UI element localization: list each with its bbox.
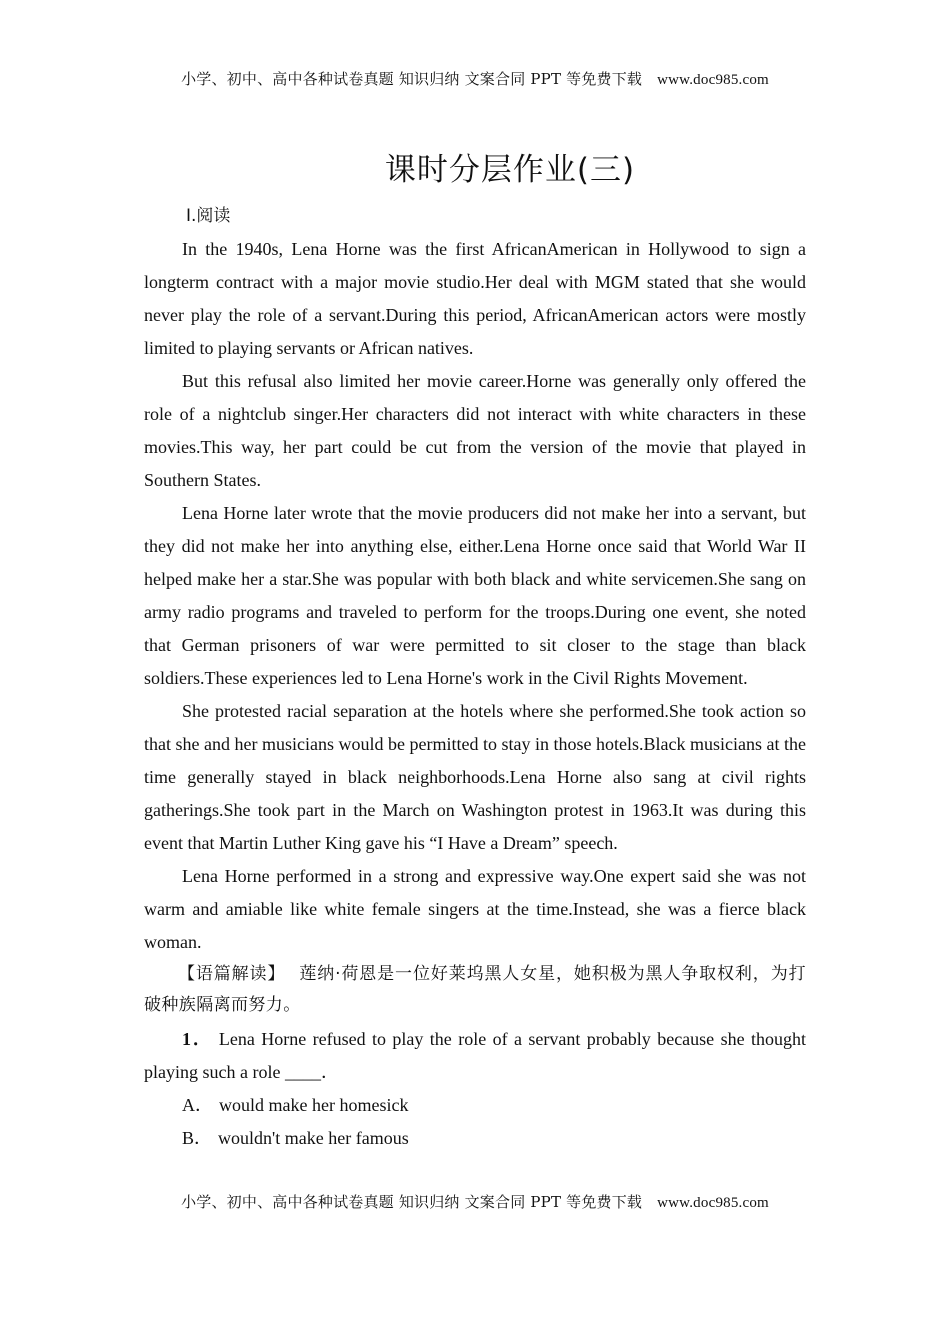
option-text: wouldn't make her famous: [218, 1128, 409, 1148]
option-letter: A．: [182, 1095, 213, 1115]
header-text: 小学、初中、高中各种试卷真题 知识归纳 文案合同 PPT 等免费下载: [181, 70, 643, 88]
paragraph-1: In the 1940s, Lena Horne was the first AfricanAmerican in Hollywood to sign a longterm contract with a major movie studio.Her deal with MGM stated that she would never play the role of a servant.During this period, AfricanAmerican actors were mostly limited to playing servants or African natives.: [144, 239, 806, 358]
option-text: would make her homesick: [219, 1095, 409, 1115]
question-number: 1．: [182, 1029, 213, 1049]
question-text: Lena Horne refused to play the role of a servant probably because she thought playing such a role ____．: [144, 1029, 806, 1082]
analysis-tag: 【语篇解读】: [178, 964, 286, 984]
paragraph-5: Lena Horne performed in a strong and expressive way.One expert said she was not warm and amiable like white female singers at the time.Instead, she was a fierce black woman.: [144, 866, 806, 952]
document-body: [144, 200, 806, 1155]
footer-text: 小学、初中、高中各种试卷真题 知识归纳 文案合同 PPT 等免费下载: [181, 1193, 643, 1211]
header-url[interactable]: www.doc985.com: [657, 72, 769, 88]
paragraph-4: She protested racial separation at the hotels where she performed.She took action so that she and her musicians would be permitted to stay in those hotels.Black musicians at the time generally stayed in black neighborhoods.Lena Horne also sang at civil rights gatherings.She took part in the March on Washington protest in 1963.It was during this event that Martin Luther King gave his “I Have a Dream” speech.: [144, 701, 806, 853]
page-header: [0, 68, 950, 89]
section-label: Ⅰ.阅读: [186, 206, 231, 226]
option-letter: B．: [182, 1128, 213, 1148]
option-b: [144, 1122, 806, 1155]
footer-url[interactable]: www.doc985.com: [657, 1195, 769, 1211]
analysis-text: 莲纳·荷恩是一位好莱坞黑人女星，她积极为黑人争取权利，为打破种族隔离而努力。: [144, 964, 806, 1015]
passage-analysis: [144, 959, 806, 1021]
question-1: [144, 1023, 806, 1089]
page-title: 课时分层作业(三): [384, 152, 636, 188]
option-a: [144, 1089, 806, 1122]
paragraph-2: But this refusal also limited her movie career.Horne was generally only offered the role of a nightclub singer.Her characters did not interact with white characters in these movies.This way, her part could be cut from the version of the movie that played in Southern States.: [144, 371, 806, 490]
paragraph-3: Lena Horne later wrote that the movie producers did not make her into a servant, but they did not make her into anything else, either.Lena Horne once said that World War II helped make her a star.She was popular with both black and white servicemen.She sang on army radio programs and traveled to perform for the troops.During one event, she noted that German prisoners of war were permitted to sit closer to the stage than black soldiers.These experiences led to Lena Horne's work in the Civil Rights Movement.: [144, 503, 806, 688]
page-footer: [0, 1191, 950, 1212]
